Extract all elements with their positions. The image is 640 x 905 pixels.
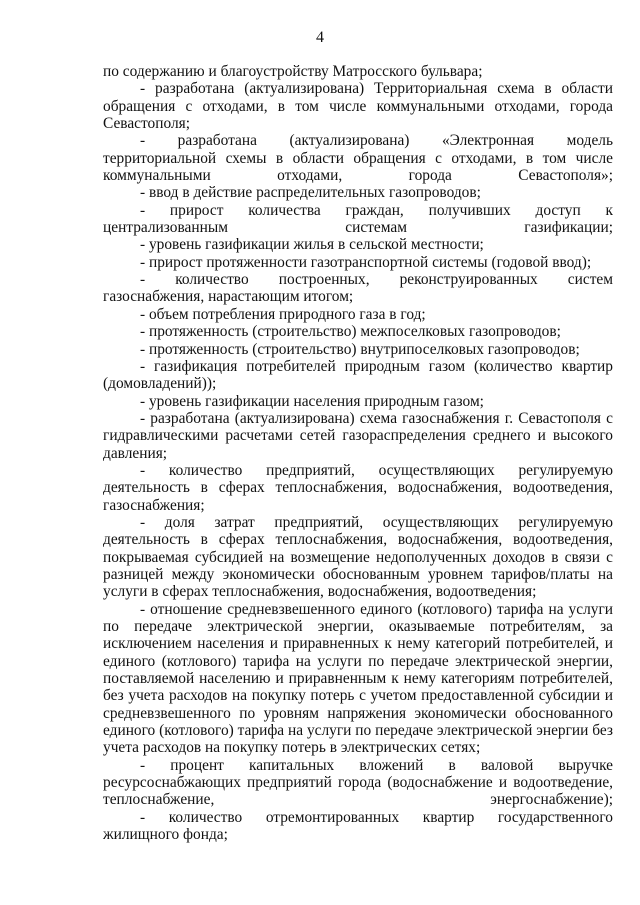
list-item: - процент капитальных вложений в валовой выручке ресурсоснабжающих предприятий города (водоснабжение и водоотведение, теплоснабжение, энергоснабжение); xyxy=(103,756,613,809)
list-item: - газификация потребителей природным газом (количество квартир (домовладений)); xyxy=(103,357,613,393)
list-item: - ввод в действие распределительных газопроводов; xyxy=(140,184,481,202)
list-item: - прирост протяженности газотранспортной системы (годовой ввод); xyxy=(140,253,592,271)
list-item: - разработана (актуализирована) Территориальная схема в области обращения с отходами, в том числе коммунальными отходами, города Севастополя; xyxy=(103,80,613,133)
list-item: - количество предприятий, осуществляющих регулируемую деятельность в сферах теплоснабжения, водоснабжения, водоотведения, газоснабжения; xyxy=(103,461,613,514)
page-number: 4 xyxy=(316,29,324,46)
list-item: - доля затрат предприятий, осуществляющих регулируемую деятельность в сферах теплоснабжения, водоснабжения, водоотведения, покрываемая субсидией на возмещение недополученных доходов в связи с разницей между экономически обоснованным уровнем тарифов/платы на услуги в сферах теплоснабжения, водоснабжения, водоотведения; xyxy=(103,513,613,601)
list-item: - уровень газификации жилья в сельской местности; xyxy=(140,236,484,254)
list-item: - количество построенных, реконструированных систем газоснабжения, нарастающим итогом; xyxy=(103,271,613,306)
list-item: - объем потребления природного газа в год; xyxy=(140,305,426,323)
list-item: - протяженность (строительство) межпоселковых газопроводов; xyxy=(140,323,561,341)
document-body xyxy=(103,63,613,843)
list-item: - разработана (актуализирована) схема газоснабжения г. Севастополя с гидравлическими расчетами сетей газораспределения среднего и высокого давления; xyxy=(103,409,613,462)
paragraph-continuation: по содержанию и благоустройству Матросского бульвара; xyxy=(103,63,483,80)
list-item: - прирост количества граждан, получивших доступ к централизованным системам газификации; xyxy=(103,201,613,237)
list-item: - разработана (актуализирована) «Электронная модель территориальной схемы в области обращения с отходами, в том числе коммунальными отходами, города Севастополя»; xyxy=(103,132,613,185)
list-item: - протяженность (строительство) внутрипоселковых газопроводов; xyxy=(140,340,580,358)
list-item: - уровень газификации населения природным газом; xyxy=(140,392,484,410)
list-item: - количество отремонтированных квартир государственного жилищного фонда; xyxy=(103,808,613,844)
list-item: - отношение средневзвешенного единого (котлового) тарифа на услуги по передаче электрической энергии, оказываемые потребителям, за исключением населения и приравненных к нему категорий потребителей, и единого (котлового) тарифа на услуги по передаче электрической энергии, поставляемой населению и приравненным к нему категориям потребителей, без учета расходов на покупку потерь с учетом предоставленной субсидии и средневзвешенного по уровням напряжения экономически обоснованного единого (котлового) тарифа на услуги по передаче электрической энергии без учета расходов на покупку потерь в электрических сетях; xyxy=(103,600,613,757)
